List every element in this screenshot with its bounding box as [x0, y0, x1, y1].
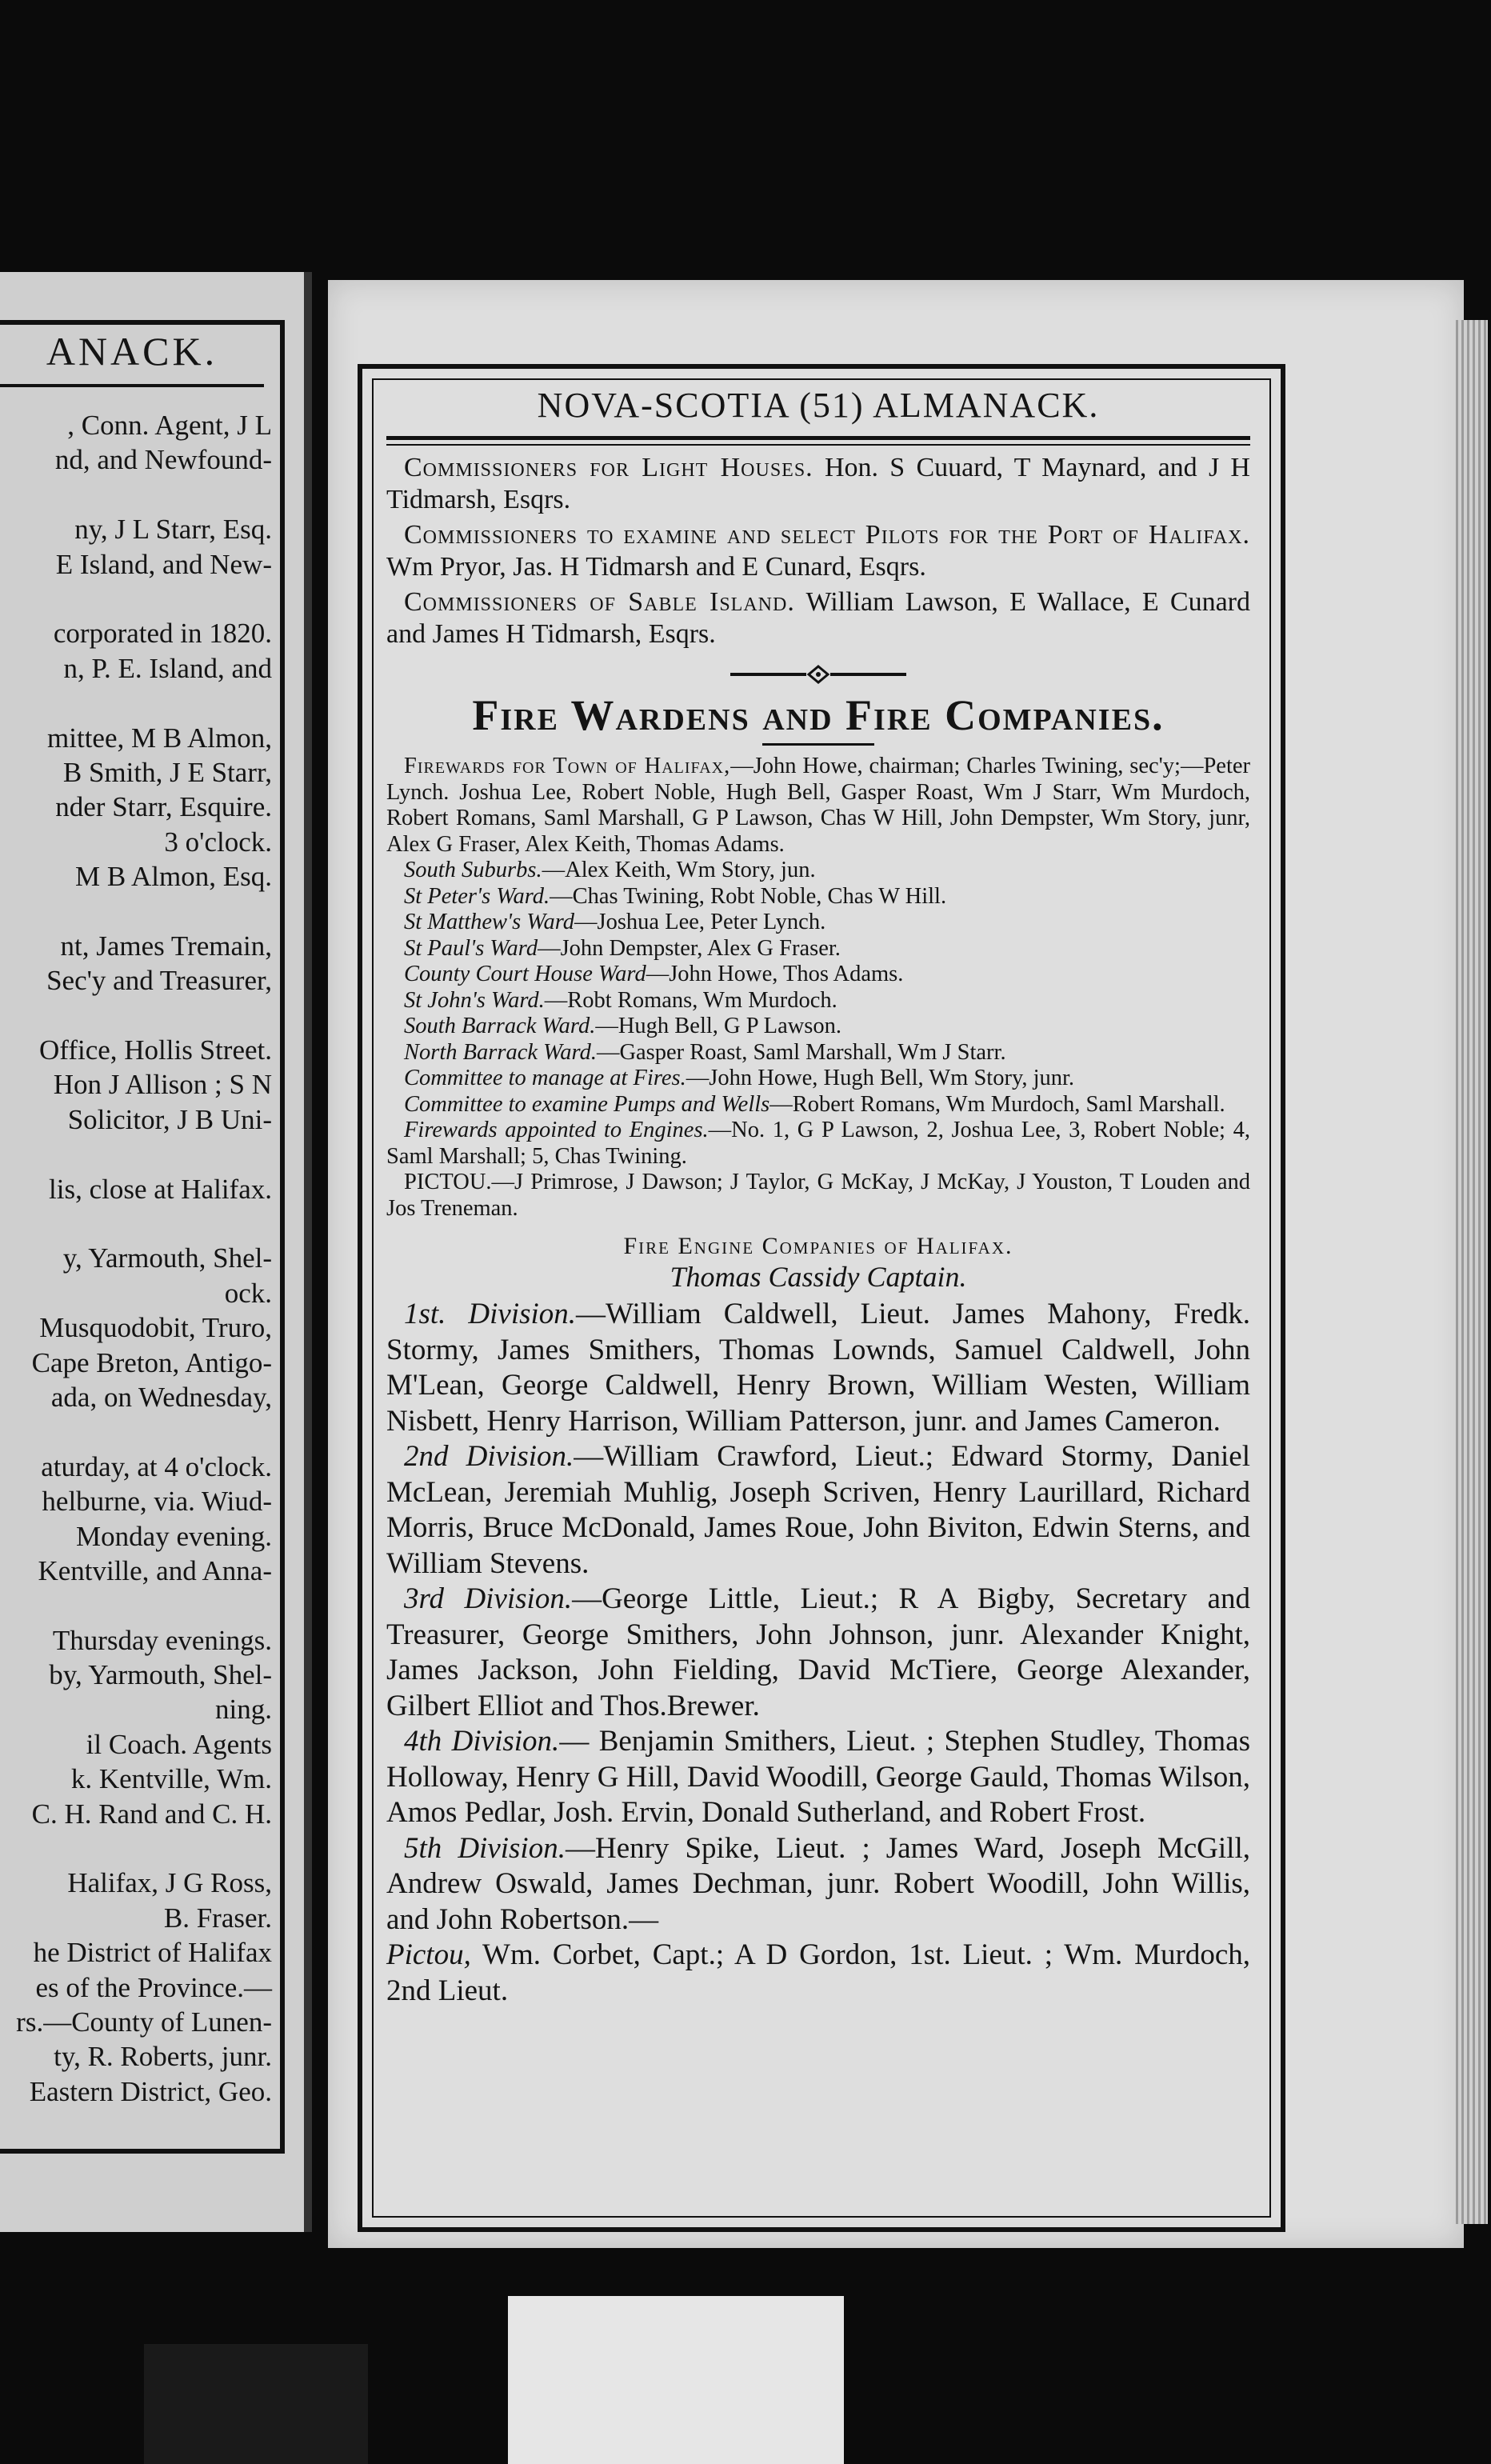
division-name: 2nd Division. [404, 1440, 574, 1473]
division-entry [386, 1831, 1250, 1938]
division-entry [386, 1439, 1250, 1582]
left-page-line: he District of Halifax [33, 1937, 272, 1969]
left-page-line [0, 1831, 272, 1866]
left-page-line: B Smith, J E Starr, [62, 756, 272, 788]
left-page-line [0, 998, 272, 1033]
left-page-line: Monday evening. [76, 1520, 272, 1552]
left-page-line: Halifax, J G Ross, [67, 1867, 272, 1899]
page-border [358, 364, 1285, 2232]
division-name: 4th Division. [404, 1725, 560, 1758]
left-page-line: ty, R. Roberts, junr. [54, 2041, 272, 2073]
left-page-line: aturday, at 4 o'clock. [41, 1450, 272, 1482]
division-members: —George Little, Lieut.; R A Bigby, Secretary and Treasurer, George Smithers, John Johnson, junr. Alexander Knight, James Jackson, John Fielding, David McTiere, George Alexander, Gilbert Elliot and Thos.Brewer. [386, 1582, 1250, 1722]
ward-members: —Robert Romans, Wm Murdoch, Saml Marshall. [769, 1091, 1225, 1117]
left-page-line: corporated in 1820. [53, 618, 272, 650]
division-entry [386, 1724, 1250, 1831]
left-page-line: Thursday evenings. [52, 1624, 272, 1656]
left-page [0, 272, 312, 2232]
commissioners-names: Hon. S Cuuard, T Maynard, and J H Tidmarsh, Esqrs. [386, 453, 1250, 514]
ward-entry [386, 910, 1250, 936]
division-members: —William Caldwell, Lieut. James Mahony, Fredk. Stormy, James Smithers, Thomas Lownds, Samuel Caldwell, John M'Lean, George Caldwell, Henry Brown, William Westen, William Nisbett, Henry Harrison, William Patterson, junr. and James Cameron. [386, 1298, 1251, 1438]
division-name: 5th Division. [404, 1831, 566, 1865]
left-page-line: ock. [224, 1277, 272, 1309]
left-page-line [0, 1588, 272, 1622]
page-content [386, 385, 1250, 2009]
ward-entry [386, 988, 1250, 1014]
division-name: 1st. Division. [404, 1298, 577, 1330]
ward-entry [386, 936, 1250, 962]
left-page-line: n, P. E. Island, and [63, 652, 272, 684]
left-page-line: ning. [215, 1694, 272, 1726]
left-page-line [0, 894, 272, 928]
left-page-line [0, 1206, 272, 1241]
ward-name: St Peter's Ward. [404, 883, 550, 909]
commissioners-names: Wm Pryor, Jas. H Tidmarsh and E Cunard, Esqrs. [386, 552, 926, 582]
left-page-line: il Coach. Agents [86, 1728, 272, 1760]
ward-name: South Barrack Ward. [404, 1014, 596, 1038]
left-page-line: E Island, and New- [55, 548, 272, 580]
ward-members: —Robt Romans, Wm Murdoch. [544, 987, 837, 1013]
commissioners-light-houses [386, 452, 1250, 516]
ward-name: Firewards appointed to Engines. [404, 1118, 709, 1142]
ward-name: Committee to manage at Fires. [404, 1066, 686, 1090]
firewards-paragraph [386, 754, 1250, 858]
ward-name: North Barrack Ward. [404, 1039, 597, 1065]
commissioners-pilots [386, 519, 1250, 583]
left-page-line: 3 o'clock. [164, 826, 272, 858]
ward-entry [386, 1066, 1250, 1092]
left-page-line: nd, and Newfound- [54, 444, 272, 476]
ward-entry [386, 1092, 1250, 1118]
ward-entry [386, 1118, 1250, 1170]
pictou-firewards [386, 1170, 1250, 1222]
left-page-line: Sec'y and Treasurer, [46, 965, 272, 997]
pictou-names: —J Primrose, J Dawson; J Taylor, G McKay, J McKay, J Youston, T Louden and Jos Treneman. [386, 1170, 1250, 1221]
left-page-text [0, 408, 272, 2109]
left-page-heading: ANACK. [46, 329, 218, 374]
division-members: — Benjamin Smithers, Lieut. ; Stephen Studley, Thomas Holloway, Henry G Hill, David Woodill, George Gauld, Thomas Wilson, Amos Pedlar, Josh. Ervin, Donald Sutherland, and Robert Frost. [386, 1725, 1250, 1829]
left-page-line: es of the Province.— [35, 1971, 272, 2003]
division-name: 3rd Division. [404, 1582, 573, 1615]
ward-name: St John's Ward. [404, 987, 545, 1013]
title-rule [762, 743, 874, 746]
ward-entry [386, 858, 1250, 884]
left-page-line: nder Starr, Esquire. [55, 791, 272, 823]
ward-name: St Matthew's Ward [404, 910, 574, 934]
left-page-line: Cape Breton, Antigo- [31, 1346, 272, 1378]
division-members: —William Crawford, Lieut.; Edward Stormy, Daniel McLean, Jeremiah Muhlig, Joseph Scriven, Henry Laurillard, Richard Morris, Bruce McDonald, James Roue, John Biviton, Edwin Sterns, and William Stevens. [386, 1440, 1250, 1580]
left-heading-rule [0, 384, 264, 387]
division-list [386, 1297, 1250, 1938]
left-page-line: y, Yarmouth, Shel- [62, 1242, 272, 1274]
left-page-line: C. H. Rand and C. H. [31, 1798, 272, 1830]
ward-members: —John Howe, Thos Adams. [646, 962, 904, 986]
left-page-line [0, 686, 272, 720]
ward-name: South Suburbs. [404, 858, 542, 882]
pictou-heading: PICTOU. [404, 1170, 492, 1194]
binding-shadow [144, 2344, 368, 2464]
ward-entry [386, 1040, 1250, 1066]
left-page-line: mittee, M B Almon, [47, 722, 272, 754]
ward-name: St Paul's Ward [404, 935, 538, 961]
ward-entry [386, 962, 1250, 988]
left-page-line [0, 1414, 272, 1449]
firewards-block [386, 754, 1250, 1222]
left-page-line: helburne, via. Wiud- [42, 1486, 272, 1518]
left-page-line: B. Fraser. [163, 1902, 272, 1934]
left-page-line: by, Yarmouth, Shel- [49, 1659, 272, 1691]
ward-entry [386, 1014, 1250, 1040]
pictou-company-heading: Pictou, [386, 1938, 471, 1971]
left-page-line: M B Almon, Esq. [74, 861, 272, 893]
division-members: —Henry Spike, Lieut. ; James Ward, Joseph McGill, Andrew Oswald, James Dechman, junr. Robert Woodill, John Willis, and John Robertson.— [386, 1831, 1250, 1936]
left-page-line: Office, Hollis Street. [39, 1034, 272, 1066]
ward-members: —John Dempster, Alex G Fraser. [538, 935, 841, 961]
commissioners-sable-island [386, 586, 1250, 650]
left-page-line: ny, J L Starr, Esq. [74, 514, 272, 546]
division-entry [386, 1582, 1250, 1724]
captain-line: Thomas Cassidy Captain. [670, 1261, 967, 1293]
engine-companies-title: Fire Engine Companies of Halifax. [623, 1233, 1013, 1259]
firewards-heading: Firewards for Town of Halifax, [404, 754, 731, 778]
ward-members: —Hugh Bell, G P Lawson. [595, 1014, 842, 1038]
commissioners-heading: Commissioners to examine and select Pilots for the Port of Halifax. [404, 520, 1250, 550]
left-page-line: rs.—County of Lunen- [16, 2006, 272, 2038]
pictou-company-names: Wm. Corbet, Capt.; A D Gordon, 1st. Lieut. ; Wm. Murdoch, 2nd Lieut. [386, 1938, 1250, 2007]
left-page-line [0, 1137, 272, 1171]
commissioners-heading: Commissioners of Sable Island. [404, 587, 795, 617]
left-page-line: nt, James Tremain, [60, 930, 272, 962]
page-edges [1456, 320, 1488, 2224]
commissioners-heading: Commissioners for Light Houses. [404, 453, 813, 482]
left-page-line: Solicitor, J B Uni- [67, 1103, 272, 1135]
left-page-line: k. Kentville, Wm. [70, 1763, 272, 1795]
ward-members: —No. 1, G P Lawson, 2, Joshua Lee, 3, Robert Noble; 4, Saml Marshall; 5, Chas Twining. [386, 1118, 1250, 1169]
ward-members: —Joshua Lee, Peter Lynch. [574, 910, 826, 934]
left-page-line [0, 582, 272, 616]
ward-entry [386, 884, 1250, 910]
left-page-line: Kentville, and Anna- [38, 1554, 272, 1586]
pictou-company [386, 1938, 1250, 2009]
left-page-line [0, 478, 272, 512]
left-page-line: , Conn. Agent, J L [67, 410, 272, 441]
ward-members: —Gasper Roast, Saml Marshall, Wm J Starr. [596, 1039, 1006, 1065]
left-page-line: ada, on Wednesday, [50, 1381, 272, 1413]
ward-members: —John Howe, Hugh Bell, Wm Story, junr. [686, 1066, 1075, 1090]
left-page-line: Musquodobit, Truro, [39, 1312, 272, 1344]
ward-members: —Chas Twining, Robt Noble, Chas W Hill. [550, 883, 947, 909]
ornament-divider [730, 665, 906, 684]
division-entry [386, 1297, 1250, 1439]
left-page-line: lis, close at Halifax. [49, 1173, 272, 1205]
ward-name: Committee to examine Pumps and Wells [404, 1091, 770, 1117]
firewards-names: —John Howe, chairman; Charles Twining, sec'y;—Peter Lynch. Joshua Lee, Robert Noble, Hugh Bell, Gasper Roast, Wm J Starr, Wm Murdoch, Robert Romans, Saml Marshall, G P Lawson, Chas W Hill, John Dempster, Wm Story, junr, Alex G Fraser, Alex Keith, Thomas Adams. [386, 754, 1251, 857]
left-page-line: Hon J Allison ; S N [53, 1069, 272, 1101]
ward-list [386, 858, 1250, 1170]
ward-name: County Court House Ward [404, 962, 646, 986]
commissioners-names: William Lawson, E Wallace, E Cunard and James H Tidmarsh, Esqrs. [386, 587, 1250, 649]
running-head: NOVA-SCOTIA (51) ALMANACK. [537, 386, 1100, 425]
section-title: Fire Wardens and Fire Companies. [472, 691, 1165, 739]
left-page-line: Eastern District, Geo. [29, 2075, 272, 2107]
double-rule [386, 436, 1250, 446]
paper-scrap [508, 2296, 844, 2464]
ward-members: —Alex Keith, Wm Story, jun. [542, 858, 816, 882]
